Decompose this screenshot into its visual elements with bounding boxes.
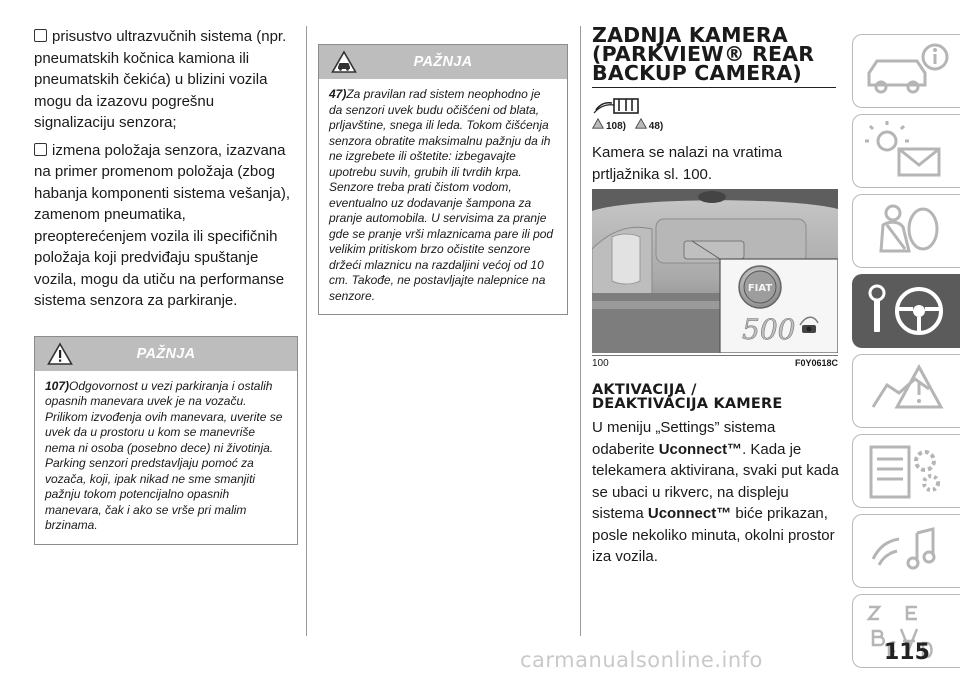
page-number: 115 — [884, 640, 930, 665]
rear-camera-icon — [592, 94, 642, 116]
warning-text: 107)Odgovornost u vezi parkiranja i ostalih opasnih manevara uvek je na vozaču. Prilikom izvođenja ovih manevara, uverite se uvek da u prostoru u kom se manevriše nema ni osoba (posebno dece) ni životinja. Parking senzori predstavljaju pomoć za vozača, koji, ipak nikad ne sme smanjiti pažnju tokom potencijalno opasnih manevara, čak i ako se vrše pri malim brzinama. — [45, 378, 283, 532]
feature-icon-row — [592, 94, 842, 116]
warning-title: PAŽNJA — [136, 345, 196, 362]
car-warning-triangle-icon — [635, 118, 647, 129]
seatbelt-airbag-icon — [859, 199, 953, 263]
subsection-heading: AKTIVACIJA / DEAKTIVACIJA KAMERE — [592, 382, 783, 412]
figure-rear-camera — [592, 189, 838, 353]
warning-lights-icon — [859, 119, 953, 183]
warning-triangle-icon — [47, 342, 73, 366]
column-divider — [306, 26, 307, 636]
tab-car-info[interactable] — [852, 34, 960, 108]
bullet-box-icon — [34, 143, 47, 156]
activation-paragraph: U meniju „Settings” sistema odaberite Uconnect™. Kada je telekamera aktivirana, svaki put kada se ubaci u rikverc, na displeju sistema Uconnect™ biće prikazan, posle nekoliko minuta, okolni prostor iza vozila. — [592, 419, 839, 565]
column-right — [592, 23, 842, 568]
warning-text: 47)Za pravilan rad sistem neophodno je da senzori uvek budu očišćeni od blata, prljavštine, snega ili leda. Tokom čišćenja senzora obratite maksimalnu pažnju da ih ne izgrebete ili oštetite: izbegavajte upotrebu suvih, grubih ili tvrdih krpa. Senzore treba prati čistom vodom, eventualno uz dodavanje šampona za pranje automobila. U servisima za pranje gde se pranje vrši mlaznicama pare ili pod velikim pritiskom brzo očistite senzore držeći mlaznicu na razdaljini većoj od 10 cm. Takođe, ne postavljajte nalepnice na senzore. — [329, 87, 554, 303]
svg-text:500: 500 — [742, 313, 796, 346]
car-warning-triangle-icon — [331, 50, 357, 74]
warning-box — [318, 44, 568, 315]
emergency-triangle-icon — [859, 359, 953, 423]
figure-number: 100 — [592, 358, 609, 369]
key-steering-wheel-icon — [859, 279, 953, 343]
warning-header — [319, 45, 567, 79]
warning-box — [34, 336, 298, 545]
svg-text:FIAT: FIAT — [747, 283, 773, 294]
reference-notes: 108) 48) — [592, 118, 842, 136]
car-info-icon — [859, 39, 953, 103]
bullet-paragraph: izmena položaja senzora, izazvana na primer promenom položaja (zbog habanja komponenti sistema vešanja), zamenom pneumatika, preopterećenjem vozila ili specifičnih položaja koji predviđaju spuštanje vozila, mogu da utiču na performanse sistema senzora za parkiranje. — [34, 141, 290, 309]
tab-warning-lights[interactable] — [852, 114, 960, 188]
tab-emergency[interactable] — [852, 354, 960, 428]
warning-header — [35, 337, 297, 371]
tab-maintenance[interactable] — [852, 434, 960, 508]
watermark: carmanualsonline.info — [520, 648, 763, 672]
figure-code: F0Y0618C — [794, 358, 838, 368]
car-rear-photo — [592, 189, 838, 353]
figure-caption-bar — [592, 355, 838, 369]
tab-multimedia[interactable] — [852, 514, 960, 588]
maintenance-checklist-icon — [859, 439, 953, 503]
section-heading: ZADNJA KAMERA (PARKVIEW® REAR BACKUP CAMERA) — [592, 26, 836, 88]
column-middle — [318, 44, 568, 315]
warning-title: PAŽNJA — [413, 54, 473, 70]
multimedia-music-icon — [859, 519, 953, 583]
bullet-box-icon — [34, 29, 47, 42]
chapter-tabs — [852, 34, 960, 674]
tab-safety[interactable] — [852, 194, 960, 268]
warning-triangle-icon — [592, 118, 604, 129]
column-left — [34, 26, 298, 545]
intro-paragraph: Kamera se nalazi na vratima prtljažnika sl. 100. — [592, 144, 783, 183]
bullet-paragraph: prisustvo ultrazvučnih sistema (npr. pneumatskih kočnica kamiona ili pneumatskih čekića) u blizini vozila mogu da izazovu pogrešnu signalizaciju senzora; — [34, 28, 287, 131]
column-divider — [580, 26, 581, 636]
tab-starting-driving[interactable] — [852, 274, 960, 348]
